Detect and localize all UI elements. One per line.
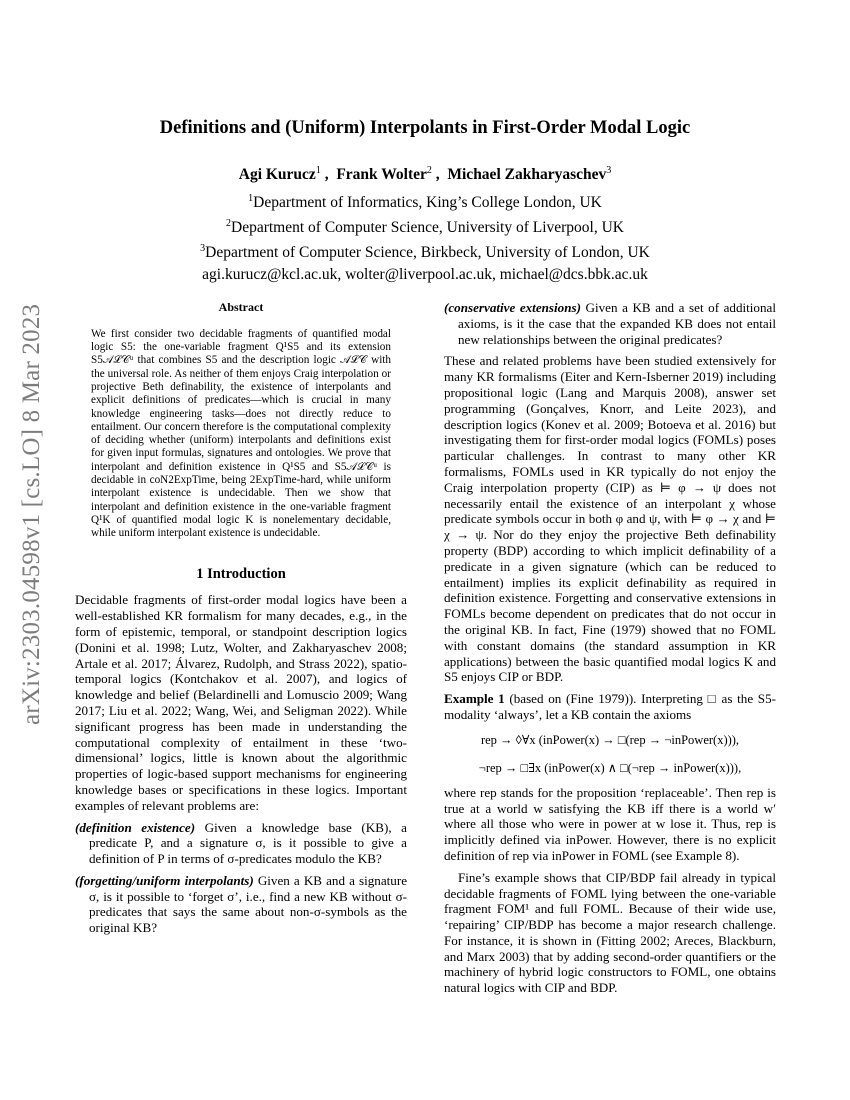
right-column: [444, 300, 776, 996]
body-paragraph: Fine’s example shows that CIP/BDP fail already in typical decidable fragments of FOML lying between the one-variable fragment FOM¹ and full FOML. Because of their wide use, ‘repairing’ CIP/BDP has become a major research challenge. For instance, it is shown in (Fitting 2002; Areces, Blackburn, and Marx 2003) that by adding second-order quantifiers or the machinery of hybrid logic constructors to FOML, one obtains natural logics with CIP and BDP.: [444, 869, 776, 996]
example-label: Example 1: [444, 691, 505, 707]
affiliation: $^3$Department of Computer Science, Birkbeck, University of London, UK: [200, 243, 650, 262]
author-name: Agi Kurucz: [238, 166, 316, 184]
problem-item: (forgetting/uniform interpolants) Given a KB and a signature σ, is it possible to ‘forget σ’, i.e., find a new KB without σ-predicates that says the same about non-σ-symbols as the original KB?: [75, 872, 408, 936]
affiliation: $^2$Department of Computer Science, University of Liverpool, UK: [226, 218, 624, 237]
author-name: Frank Wolter: [336, 166, 427, 184]
body-paragraph: where rep stands for the proposition ‘replaceable’. Then rep is true at a world w satisfying the KB iff there is a world w′ where all those who were in power at w lose it. Thus, rep is implicitly defined via inPower. However, there is no explicit definition of rep via inPower in FOML (see Example 8).: [444, 784, 776, 863]
formula-axiom-1: rep → ◊∀x (inPower(x) → □(rep → ¬inPower(x))),: [480, 732, 740, 747]
abstract-text: We first consider two decidable fragments of quantified modal logic S5: the one-variable fragment Q¹S5 and its extension S5𝒜ℒ𝒞ᵘ that combines S5 and the description logic 𝒜ℒ𝒞 with the universal role. As neither of them enjoys Craig interpolation or projective Beth definability, the existence of interpolants and explicit definitions of predicates—which is crucial in many knowledge engineering tasks—does not directly reduce to entailment. Our concern therefore is the computational complexity of deciding whether (uniform) interpolants and definitions exist for given input formulas, signatures and ontologies. We prove that interpolant and definition existence in Q¹S5 and S5𝒜ℒ𝒞ᵘ is decidable in coN2ExpTime, being 2ExpTime-hard, while uniform interpolant existence is undecidable. Then we show that interpolant and definition existence in the one-variable fragment Q¹K of quantified modal logic K is nonelementary decidable, while uniform interpolant existence is undecidable.: [91, 327, 391, 540]
author-name: Michael Zakharyaschev: [447, 166, 607, 184]
example-paragraph: Example 1 (based on (Fine 1979)). Interpreting □ as the S5-modality ‘always’, let a KB contain the axioms: [444, 691, 776, 722]
section-heading-introduction: 1 Introduction: [196, 565, 286, 582]
intro-paragraph: Decidable fragments of first-order modal logics have been a well-established KR formalism for many decades, e.g., in the form of epistemic, temporal, or standpoint description logics (Donini et al. 1998; Lutz, Wolter, and Zakharyaschev 2008; Artale et al. 2017; Álvarez, Rudolph, and Strass 2022), spatio-temporal logics (Kontchakov et al. 2007), and logics of knowledge and belief (Belardinelli and Lomuscio 2009; Wang 2017; Liu et al. 2022; Wang, Wei, and Seligman 2022). While significant progress has been made in understanding the computational complexity of entailment in these ‘two-dimensional’ logics, little is known about the algorithmic properties of logic-based support mechanisms for engineering knowledge bases or specifications in these logics. Important examples of relevant problems are:: [75, 592, 407, 813]
author-emails: agi.kurucz@kcl.ac.uk, wolter@liverpool.ac.uk, michael@dcs.bbk.ac.uk: [202, 265, 648, 283]
problem-item: (conservative extensions) Given a KB and a set of additional axioms, is it the case that the expanded KB does not entail new relationships between the original predicates?: [444, 300, 776, 347]
formula-axiom-2: ¬rep → □∃x (inPower(x) ∧ □(¬rep → inPower(x))),: [478, 760, 742, 775]
problem-label: (forgetting/uniform interpolants): [75, 872, 254, 888]
author-list: Agi Kurucz$^1$ , Frank Wolter$^2$ , Michael Zakharyaschev$^3$: [238, 165, 612, 184]
left-column: [75, 300, 407, 936]
affiliation: $^1$Department of Informatics, King’s College London, UK: [248, 193, 602, 212]
paper-header: [75, 118, 775, 285]
paper-title: Definitions and (Uniform) Interpolants in First-Order Modal Logic: [159, 118, 691, 138]
problem-item: (definition existence) Given a knowledge base (KB), a predicate P, and a signature σ, is it possible to give a definition of P in terms of σ-predicates modulo the KB?: [75, 819, 407, 867]
problem-label: (definition existence): [75, 819, 196, 835]
problem-label: (conservative extensions): [444, 300, 581, 315]
body-paragraph: These and related problems have been studied extensively for many KR formalisms (Eiter and Kern-Isberner 2019) including propositional logic (Lang and Marquis 2008), answer set programming (Gonçalves, Knorr, and Leite 2023), and description logics (Konev et al. 2009; Botoeva et al. 2016) but investigating them for first-order modal logics (FOMLs) poses particular challenges. In contrast to many other KR formalisms, FOMLs used in KR typically do not enjoy the Craig interpolation property (CIP) as ⊨ φ → ψ does not necessarily entail the existence of an interpolant χ whose predicate symbols occur in both φ and ψ, with ⊨ φ → χ and ⊨ χ → ψ. Nor do they enjoy the projective Beth definability property (BDP) according to which implicit definability of a predicate in a given signature (which can be reduced to entailment) implies its explicit definability as required in definition existence. Forgetting and conservative extensions in FOMLs become dependent on predicates that do not occur in the original KB. In fact, Fine (1979) showed that no FOML with constant domains (the standard assumption in KR applications) between the basic quantified modal logics K and S5 enjoys CIP or BDP.: [444, 353, 776, 685]
arxiv-identifier: arXiv:2303.04598v1 [cs.LO] 8 Mar 2023: [18, 303, 45, 725]
abstract-heading: Abstract: [218, 300, 264, 314]
